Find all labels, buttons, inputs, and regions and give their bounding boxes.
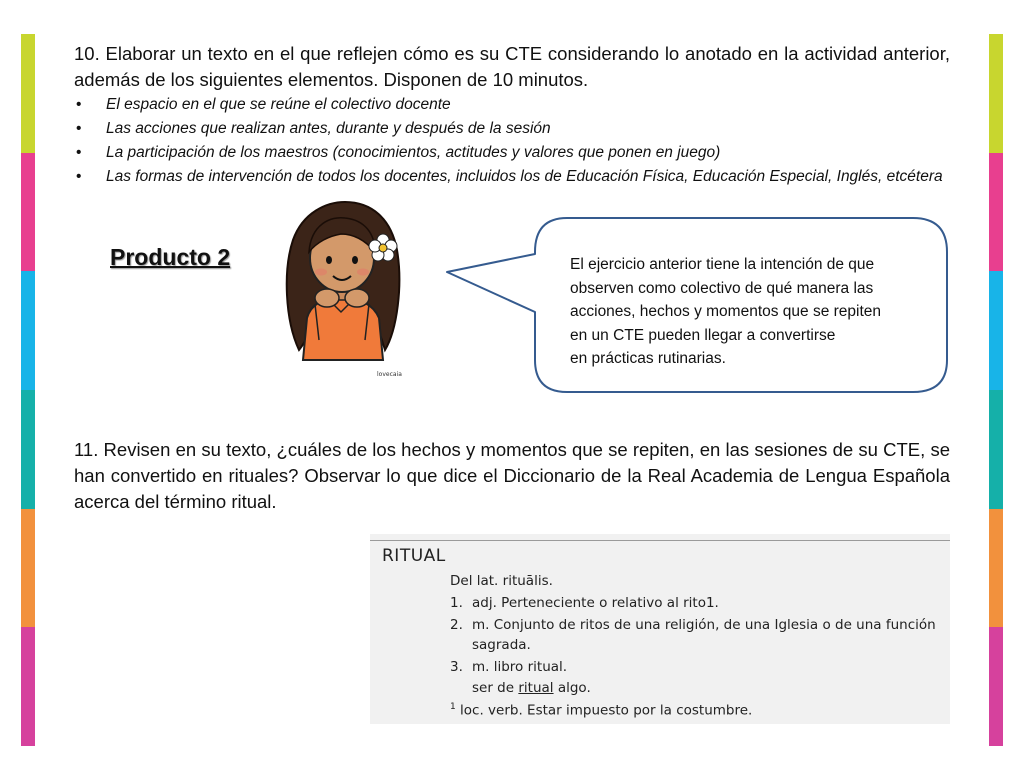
activity-11-instructions: 11. Revisen en su texto, ¿cuáles de los hechos y momentos que se repiten, en las sesiones de su CTE, se han convertido en rituales? Observar lo que dice el Diccionario de la Real Academia de Lengua Española acerca del término ritual. bbox=[74, 439, 950, 512]
stripe-segment bbox=[989, 627, 1003, 746]
right-color-stripe bbox=[989, 34, 1003, 746]
dictionary-sense bbox=[370, 657, 950, 677]
dictionary-sense bbox=[370, 593, 950, 613]
locution-text: ser de bbox=[472, 680, 519, 696]
stripe-segment bbox=[989, 509, 1003, 628]
dictionary-etymology: Del lat. rituālis. bbox=[450, 573, 553, 589]
list-item: • La participación de los maestros (conocimientos, actitudes y valores que ponen en juego) bbox=[74, 141, 950, 165]
locution-link[interactable]: ritual bbox=[518, 680, 554, 696]
stripe-segment bbox=[21, 153, 35, 272]
sense-definition: m. Conjunto de ritos de una religión, de una Iglesia o de una función sagrada. bbox=[472, 617, 936, 653]
list-item: • Las acciones que realizan antes, durante y después de la sesión bbox=[74, 117, 950, 141]
sense-number: 1. bbox=[450, 595, 463, 611]
stripe-segment bbox=[21, 390, 35, 509]
list-item: • El espacio en el que se reúne el colectivo docente bbox=[74, 93, 950, 117]
stripe-segment bbox=[989, 34, 1003, 153]
bubble-line: acciones, hechos y momentos que se repiten bbox=[570, 303, 882, 320]
bubble-text bbox=[570, 253, 942, 371]
dictionary-entry bbox=[370, 534, 950, 724]
bubble-line: en un CTE pueden llegar a convertirse bbox=[570, 326, 836, 344]
locution-definition-text: loc. verb. Estar impuesto por la costumbre. bbox=[460, 702, 753, 719]
sense-number: 2. bbox=[450, 617, 463, 633]
stripe-segment bbox=[21, 271, 35, 390]
locution-mark: 1 bbox=[450, 702, 456, 712]
activity-10-instructions: 10. Elaborar un texto en el que reflejen cómo es su CTE considerando lo anotado en la actividad anterior, además de los siguientes elementos. Disponen de 10 minutos. bbox=[74, 43, 950, 90]
left-color-stripe bbox=[21, 34, 35, 746]
illustrator-signature: lovecaia bbox=[377, 371, 402, 378]
girl-illustration-icon bbox=[279, 200, 405, 382]
dictionary-headword: RITUAL bbox=[382, 546, 446, 566]
bubble-line: en prácticas rutinarias. bbox=[570, 350, 726, 367]
stripe-segment bbox=[21, 509, 35, 628]
stripe-segment bbox=[989, 390, 1003, 509]
divider bbox=[370, 540, 950, 541]
locution-definition bbox=[450, 702, 752, 719]
stripe-segment bbox=[21, 34, 35, 153]
sense-definition: m. libro ritual. bbox=[472, 659, 568, 675]
stripe-segment bbox=[989, 153, 1003, 272]
locution-text: algo. bbox=[553, 680, 591, 696]
stripe-segment bbox=[989, 271, 1003, 390]
dictionary-sense bbox=[370, 615, 950, 655]
bubble-line: observen como colectivo de qué manera las bbox=[570, 279, 874, 297]
stripe-segment bbox=[21, 627, 35, 746]
sense-definition: adj. Perteneciente o relativo al rito1. bbox=[472, 595, 719, 611]
dictionary-locution bbox=[472, 680, 591, 696]
list-item: • Las formas de intervención de todos los docentes, incluidos los de Educación Física, Educación Especial, Inglés, etcétera bbox=[74, 165, 950, 189]
bubble-line: El ejercicio anterior tiene la intención de que bbox=[570, 256, 875, 273]
elements-list bbox=[74, 93, 950, 189]
sense-number: 3. bbox=[450, 659, 463, 675]
product-heading: Producto 2 bbox=[110, 244, 231, 270]
